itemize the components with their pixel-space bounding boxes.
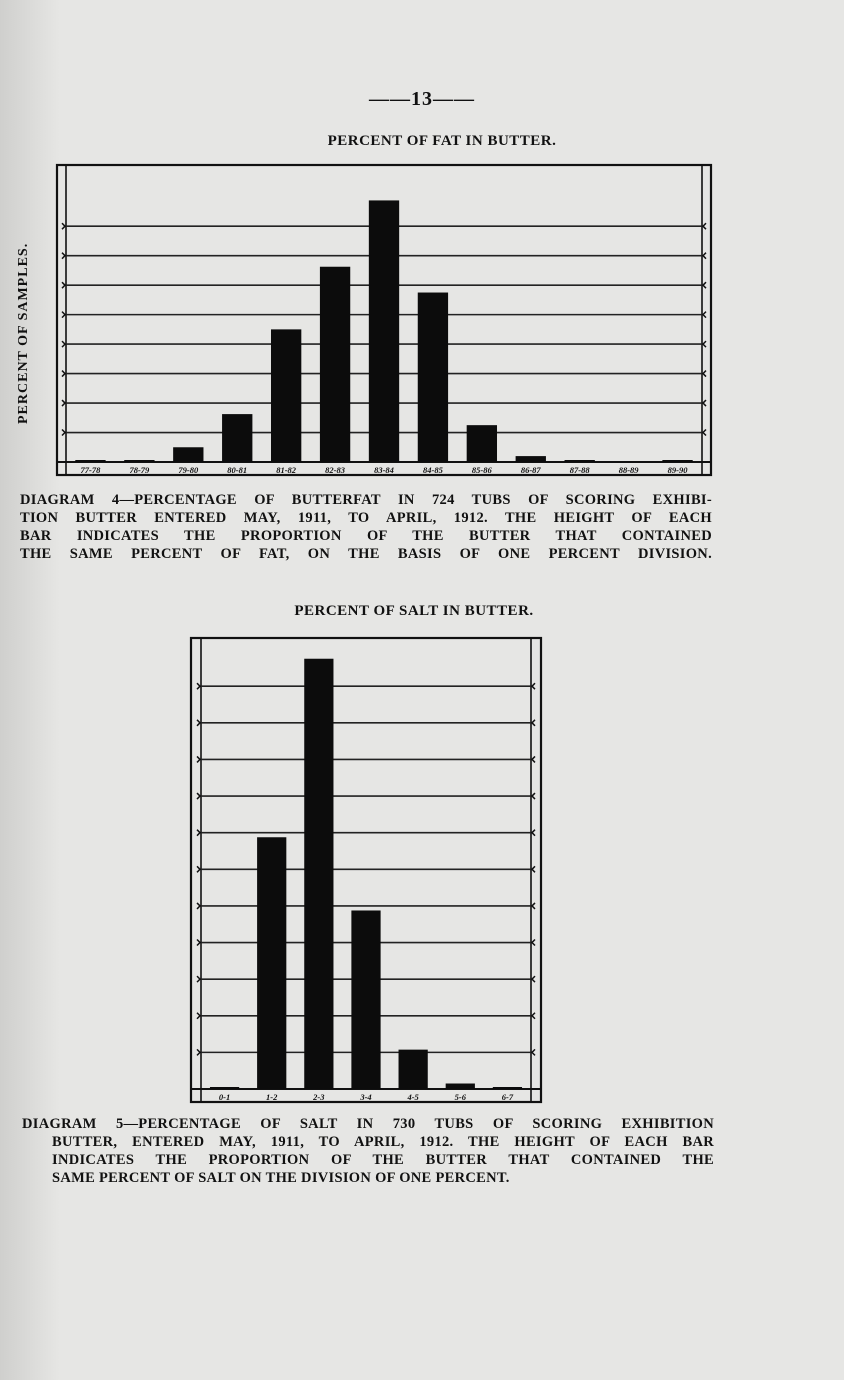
caption-line: BUTTER, ENTERED MAY, 1911, TO APRIL, 1912. THE HEIGHT OF EACH BAR bbox=[52, 1134, 714, 1150]
y-tick-mark-right bbox=[532, 683, 535, 689]
y-tick-mark-left bbox=[197, 756, 200, 762]
x-tick-label: 88-89 bbox=[618, 465, 639, 475]
bar-0-1 bbox=[210, 1087, 239, 1089]
bar-2-3 bbox=[304, 659, 333, 1089]
caption-line: DIAGRAM 5—PERCENTAGE OF SALT IN 730 TUBS OF SCORING EXHIBITION bbox=[22, 1116, 714, 1132]
bar-87-88 bbox=[565, 460, 595, 462]
y-tick-mark-right bbox=[532, 756, 535, 762]
y-tick-mark-right bbox=[703, 253, 706, 259]
bar-85-86 bbox=[467, 425, 497, 462]
salt-chart-title: PERCENT OF SALT IN BUTTER. bbox=[294, 603, 534, 619]
y-tick-mark-left bbox=[62, 312, 65, 318]
y-tick-mark-left bbox=[197, 830, 200, 836]
y-tick-mark-right bbox=[703, 400, 706, 406]
x-tick-label: 78-79 bbox=[129, 465, 150, 475]
y-tick-mark-right bbox=[532, 1013, 535, 1019]
y-tick-mark-left bbox=[197, 1013, 200, 1019]
y-tick-mark-left bbox=[197, 940, 200, 946]
x-tick-label: 80-81 bbox=[227, 465, 248, 475]
caption-line: INDICATES THE PROPORTION OF THE BUTTER THAT CONTAINED THE bbox=[52, 1152, 714, 1168]
y-tick-mark-right bbox=[703, 371, 706, 377]
y-tick-mark-right bbox=[532, 793, 535, 799]
x-tick-label: 79-80 bbox=[178, 465, 199, 475]
y-tick-mark-left bbox=[197, 903, 200, 909]
bar-84-85 bbox=[418, 293, 448, 462]
y-tick-mark-right bbox=[703, 223, 706, 229]
bar-77-78 bbox=[75, 460, 105, 462]
x-tick-label: 83-84 bbox=[374, 465, 394, 475]
bar-1-2 bbox=[257, 837, 286, 1089]
caption-line: TION BUTTER ENTERED MAY, 1911, TO APRIL, 1912. THE HEIGHT OF EACH bbox=[20, 510, 712, 526]
x-tick-label: 89-90 bbox=[667, 465, 688, 475]
y-tick-mark-right bbox=[532, 720, 535, 726]
caption-line: SAME PERCENT OF SALT ON THE DIVISION OF ONE PERCENT. bbox=[52, 1170, 510, 1186]
y-tick-mark-right bbox=[703, 282, 706, 288]
y-tick-mark-left bbox=[62, 341, 65, 347]
bar-86-87 bbox=[516, 456, 546, 462]
x-tick-label: 77-78 bbox=[80, 465, 101, 475]
y-tick-mark-left bbox=[62, 253, 65, 259]
x-tick-label: 6-7 bbox=[501, 1092, 514, 1102]
salt-bar-chart bbox=[190, 637, 542, 1103]
y-tick-mark-left bbox=[197, 683, 200, 689]
y-tick-mark-left bbox=[62, 223, 65, 229]
caption-line: DIAGRAM 4—PERCENTAGE OF BUTTERFAT IN 724 TUBS OF SCORING EXHIBI- bbox=[20, 492, 712, 508]
y-tick-mark-right bbox=[532, 903, 535, 909]
page-number: ——13—— bbox=[369, 88, 475, 110]
x-tick-label: 86-87 bbox=[520, 465, 541, 475]
caption-line: BAR INDICATES THE PROPORTION OF THE BUTTER THAT CONTAINED bbox=[20, 528, 712, 544]
bar-5-6 bbox=[446, 1084, 475, 1089]
bar-83-84 bbox=[369, 200, 399, 462]
y-axis-label: PERCENT OF SAMPLES. bbox=[16, 242, 31, 424]
y-tick-mark-left bbox=[197, 866, 200, 872]
x-tick-label: 4-5 bbox=[407, 1092, 419, 1102]
y-tick-mark-right bbox=[532, 866, 535, 872]
x-tick-label: 2-3 bbox=[313, 1092, 325, 1102]
bar-80-81 bbox=[222, 414, 252, 462]
bar-6-7 bbox=[493, 1087, 522, 1089]
x-tick-label: 0-1 bbox=[218, 1092, 231, 1102]
x-tick-label: 5-6 bbox=[454, 1092, 466, 1102]
x-tick-label: 85-86 bbox=[471, 465, 492, 475]
fat-caption bbox=[20, 491, 712, 563]
y-tick-mark-left bbox=[62, 400, 65, 406]
y-tick-mark-right bbox=[532, 940, 535, 946]
x-tick-label: 82-83 bbox=[325, 465, 345, 475]
x-tick-label: 3-4 bbox=[360, 1092, 372, 1102]
y-tick-mark-right bbox=[703, 430, 706, 436]
y-tick-mark-right bbox=[532, 976, 535, 982]
fat-bar-chart bbox=[56, 164, 712, 476]
y-tick-mark-left bbox=[197, 976, 200, 982]
bar-82-83 bbox=[320, 267, 350, 462]
salt-caption bbox=[22, 1115, 714, 1187]
bar-81-82 bbox=[271, 329, 301, 462]
caption-line: THE SAME PERCENT OF FAT, ON THE BASIS OF ONE PERCENT DIVISION. bbox=[20, 546, 712, 562]
x-tick-label: 81-82 bbox=[276, 465, 297, 475]
y-tick-mark-left bbox=[197, 720, 200, 726]
bar-4-5 bbox=[399, 1050, 428, 1089]
y-tick-mark-left bbox=[62, 371, 65, 377]
fat-chart-title: PERCENT OF FAT IN BUTTER. bbox=[327, 133, 557, 149]
y-tick-mark-left bbox=[62, 282, 65, 288]
bar-89-90 bbox=[662, 460, 692, 462]
y-tick-mark-left bbox=[197, 1049, 200, 1055]
x-tick-label: 1-2 bbox=[266, 1092, 278, 1102]
bar-3-4 bbox=[351, 910, 380, 1089]
x-tick-label: 84-85 bbox=[423, 465, 443, 475]
x-tick-label: 87-88 bbox=[569, 465, 590, 475]
y-tick-mark-right bbox=[532, 1049, 535, 1055]
y-tick-mark-right bbox=[532, 830, 535, 836]
y-tick-mark-left bbox=[197, 793, 200, 799]
bar-79-80 bbox=[173, 447, 203, 462]
y-tick-mark-left bbox=[62, 430, 65, 436]
bar-78-79 bbox=[124, 460, 154, 462]
y-tick-mark-right bbox=[703, 341, 706, 347]
y-tick-mark-right bbox=[703, 312, 706, 318]
